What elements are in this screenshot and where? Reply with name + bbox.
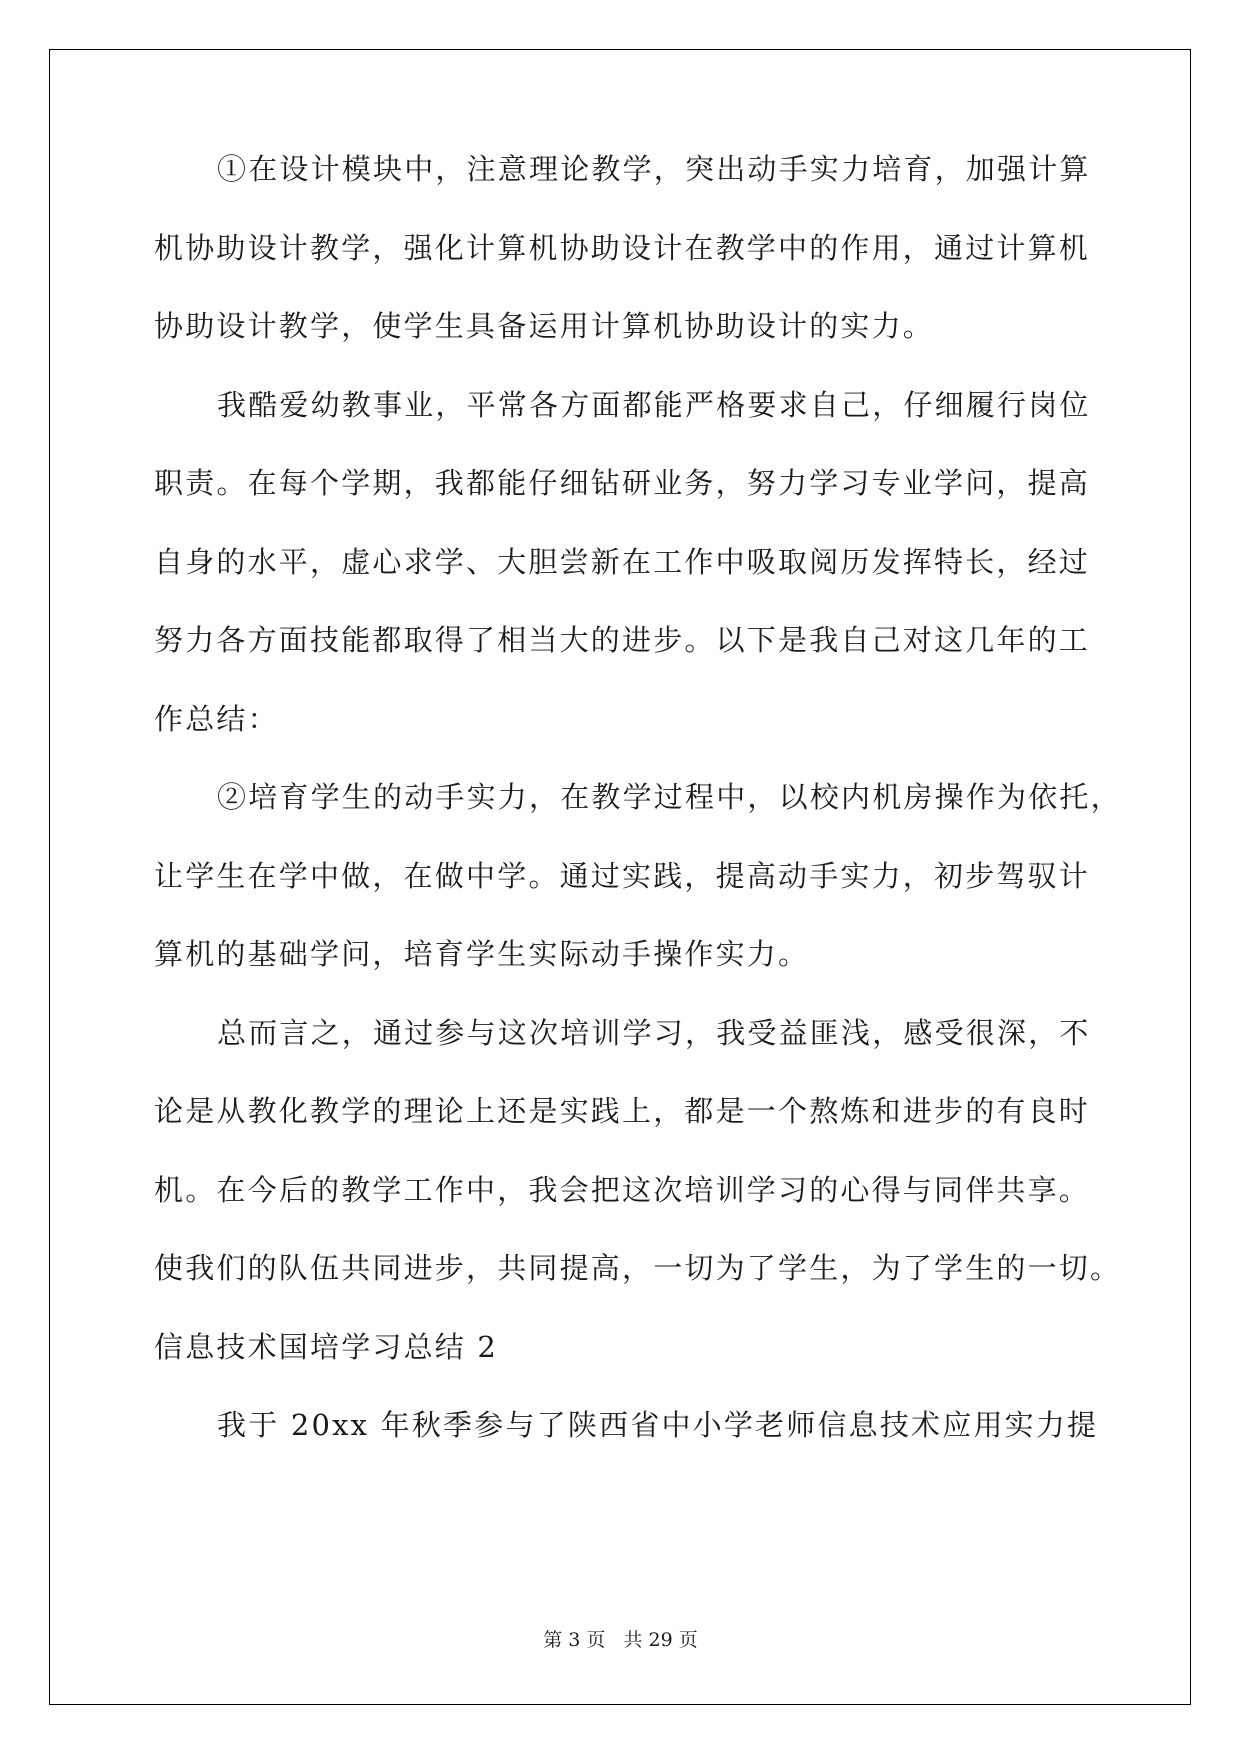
paragraph-4-line-1: 总而言之，通过参与这次培训学习，我受益匪浅，感受很深，不 xyxy=(217,1016,1091,1050)
paragraph-2-line-5: 作总结： xyxy=(154,702,279,736)
paragraph-3-line-2: 让学生在学中做，在做中学。通过实践，提高动手实力，初步驾驭计 xyxy=(154,859,1091,893)
paragraph-1-line-2: 机协助设计教学，强化计算机协助设计在教学中的作用，通过计算机 xyxy=(154,231,1091,265)
paragraph-3-line-1: ②培育学生的动手实力，在教学过程中，以校内机房操作为依托， xyxy=(217,780,1122,814)
paragraph-4-line-4: 使我们的队伍共同进步，共同提高，一切为了学生，为了学生的一切。 xyxy=(154,1251,1122,1285)
paragraph-5-line-1: 我于 20xx 年秋季参与了陕西省中小学老师信息技术应用实力提 xyxy=(217,1408,1099,1442)
section-heading: 信息技术国培学习总结 2 xyxy=(154,1330,499,1364)
paragraph-4-line-3: 机。在今后的教学工作中，我会把这次培训学习的心得与同伴共享。 xyxy=(154,1173,1091,1207)
paragraph-2-line-4: 努力各方面技能都取得了相当大的进步。以下是我自己对这几年的工 xyxy=(154,623,1091,657)
paragraph-1-line-3: 协助设计教学，使学生具备运用计算机协助设计的实力。 xyxy=(154,309,935,343)
paragraph-2-line-1: 我酷爱幼教事业，平常各方面都能严格要求自己，仔细履行岗位 xyxy=(217,388,1091,422)
paragraph-4-line-2: 论是从教化教学的理论上还是实践上，都是一个熬炼和进步的有良时 xyxy=(154,1094,1091,1128)
page-number-footer: 第 3 页 共 29 页 xyxy=(543,1629,698,1651)
paragraph-2-line-3: 自身的水平，虚心求学、大胆尝新在工作中吸取阅历发挥特长，经过 xyxy=(154,545,1091,579)
paragraph-3-line-3: 算机的基础学问，培育学生实际动手操作实力。 xyxy=(154,937,810,971)
paragraph-1-line-1: ①在设计模块中，注意理论教学，突出动手实力培育，加强计算 xyxy=(217,152,1091,186)
paragraph-2-line-2: 职责。在每个学期，我都能仔细钻研业务，努力学习专业学问，提高 xyxy=(154,466,1091,500)
